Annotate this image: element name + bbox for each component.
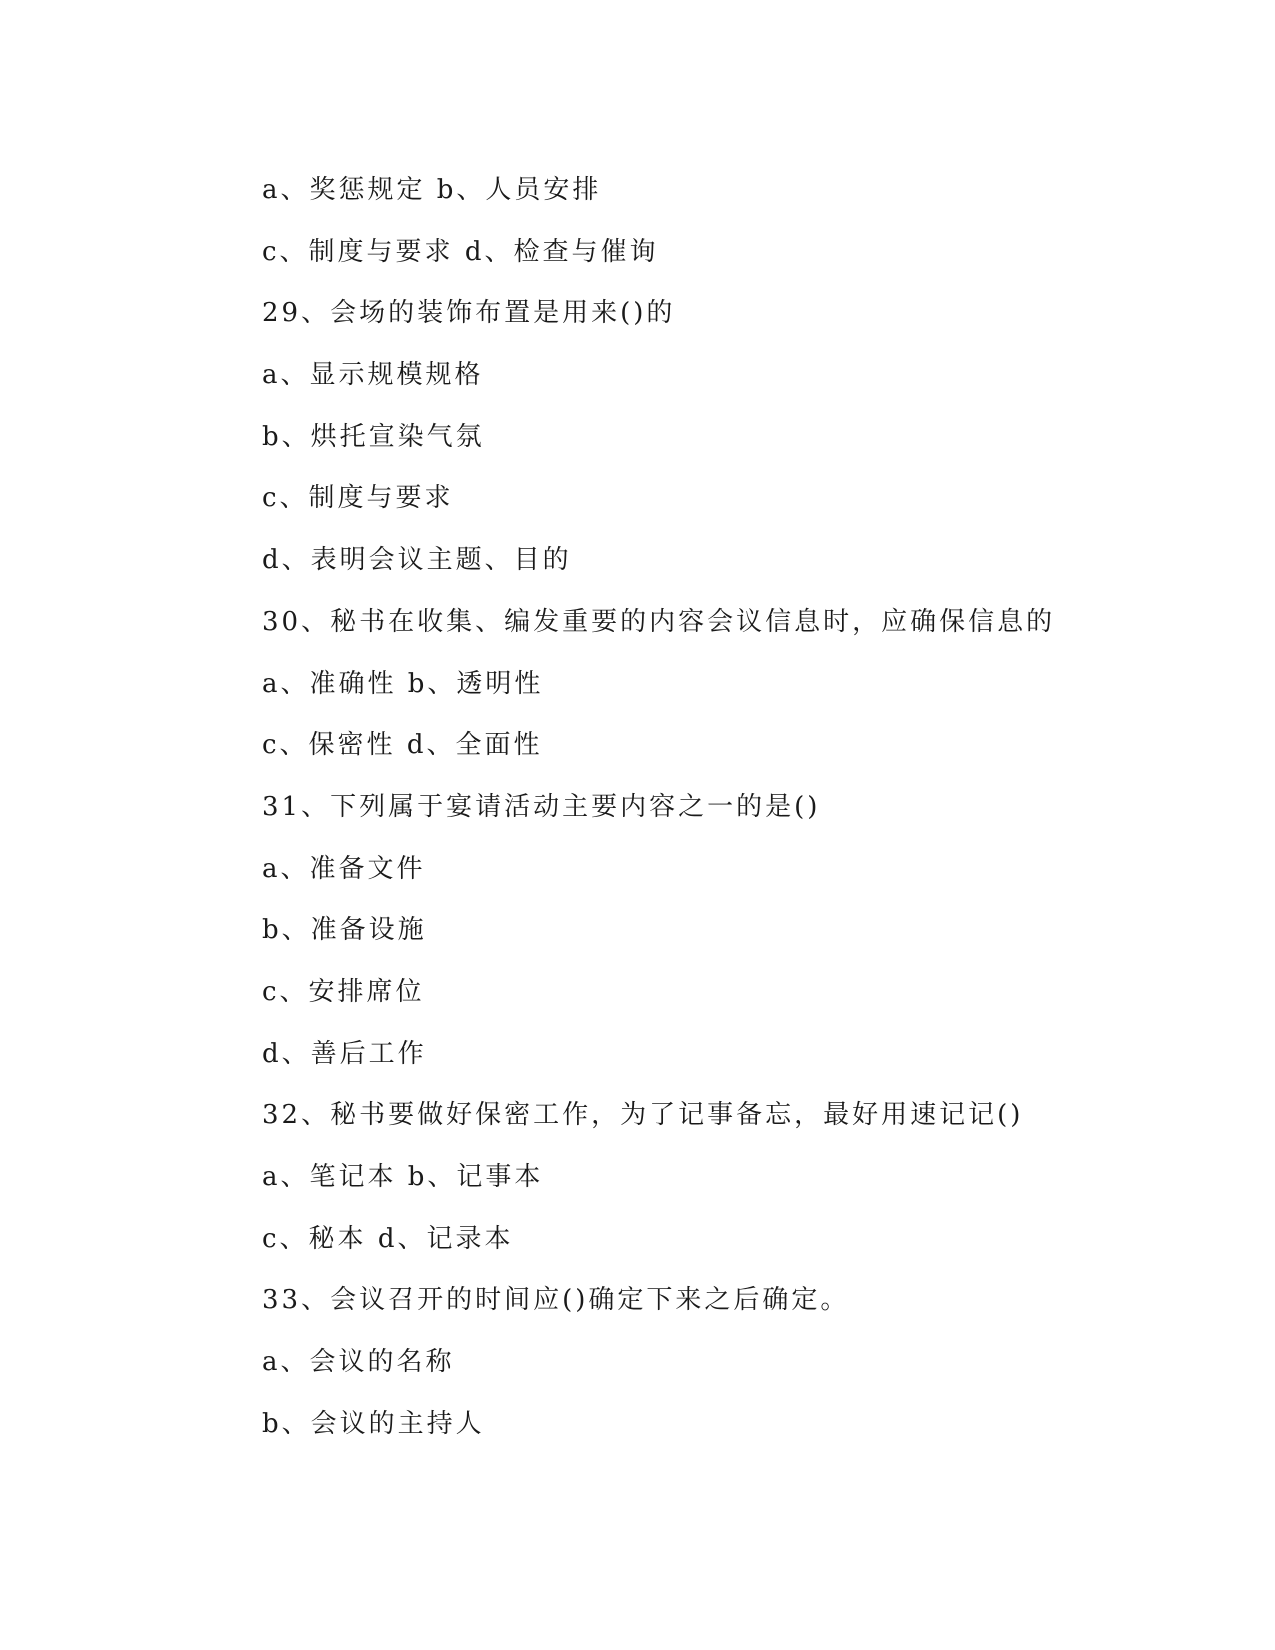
option-line: c、制度与要求 d、检查与催询 [262,236,659,267]
option-line: c、安排席位 [262,976,425,1007]
option-line: c、保密性 d、全面性 [262,730,543,761]
option-line: d、表明会议主题、目的 [262,545,572,576]
option-line: a、笔记本 b、记事本 [262,1162,544,1192]
option-line: c、秘本 d、记录本 [262,1223,514,1254]
option-line: b、会议的主持人 [262,1408,485,1439]
document-body [262,160,1122,1455]
option-line: a、奖惩规定 b、人员安排 [262,175,602,205]
question-31: 31、下列属于宴请活动主要内容之一的是() [262,791,821,822]
option-line: b、烘托宣染气氛 [262,421,485,452]
question-29: 29、会场的装饰布置是用来()的 [262,298,676,329]
option-line: d、善后工作 [262,1038,427,1069]
option-line: c、制度与要求 [262,483,454,514]
option-line: a、准备文件 [262,853,426,884]
option-line: a、会议的名称 [262,1347,455,1378]
option-line: a、准确性 b、透明性 [262,668,544,699]
question-32: 32、秘书要做好保密工作，为了记事备忘，最好用速记记() [262,1100,1024,1131]
option-line: b、准备设施 [262,915,427,946]
question-33: 33、会议召开的时间应()确定下来之后确定。 [262,1285,850,1316]
option-line: a、显示规模规格 [262,360,484,391]
question-30: 30、秘书在收集、编发重要的内容会议信息时，应确保信息的 [262,606,1056,637]
